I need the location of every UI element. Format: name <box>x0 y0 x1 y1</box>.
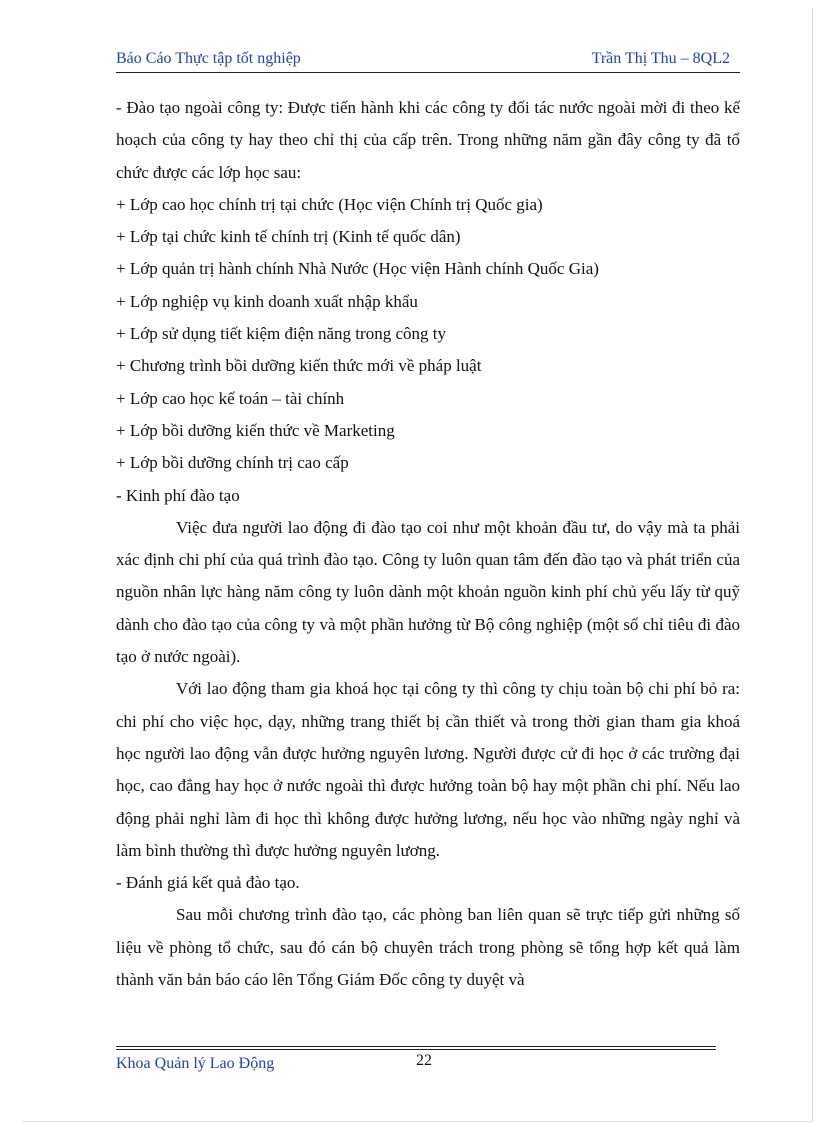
course-item: + Lớp cao học kế toán – tài chính <box>116 388 345 408</box>
funding-paragraph-1: Việc đưa người lao động đi đào tạo coi như một khoản đầu tư, do vậy mà ta phải xác định chi phí của quá trình đào tạo. Công ty luôn quan tâm đến đào tạo và phát triển của nguồn nhân lực hàng năm công ty luôn dành một khoản nguồn kinh phí chủ yếu lấy từ quỹ dành cho đào tạo của công ty và một phần hưởng từ Bộ công nghiệp (một số chỉ tiêu đi đào tạo ở nước ngoài). <box>116 517 740 667</box>
course-item: + Lớp sử dụng tiết kiệm điện năng trong công ty <box>116 324 446 344</box>
funding-heading: - Kinh phí đào tạo <box>116 485 240 505</box>
course-item: + Lớp bồi dưỡng chính trị cao cấp <box>116 453 349 473</box>
footer-department: Khoa Quản lý Lao Động <box>116 1055 275 1072</box>
header-author: Trần Thị Thu – 8QL2 <box>591 50 730 67</box>
course-item: + Lớp tại chức kinh tế chính trị (Kinh tế quốc dân) <box>116 227 461 247</box>
intro-paragraph: - Đào tạo ngoài công ty: Được tiến hành khi các công ty đối tác nước ngoài mời đi theo kế hoạch của công ty hay theo chỉ thị của cấp trên. Trong những năm gần đây công ty đã tổ chức được các lớp học sau: <box>116 98 740 182</box>
page-header <box>116 50 740 73</box>
footer-divider-top <box>116 1046 716 1047</box>
course-item: + Lớp nghiệp vụ kinh doanh xuất nhập khẩu <box>116 291 418 311</box>
page-number: 22 <box>416 1052 432 1069</box>
course-item: + Chương trình bồi dưỡng kiến thức mới về pháp luật <box>116 356 482 376</box>
footer-divider-bottom <box>116 1049 716 1050</box>
course-item: + Lớp cao học chính trị tại chức (Học viện Chính trị Quốc gia) <box>116 194 543 214</box>
document-body <box>116 92 740 996</box>
funding-paragraph-2: Với lao động tham gia khoá học tại công ty thì công ty chịu toàn bộ chi phí bỏ ra: chi phí cho việc học, dạy, những trang thiết bị cần thiết và trong thời gian tham gia khoá học người lao động vẫn được hưởng nguyên lương. Người được cử đi học ở các trường đại học, cao đẳng hay học ở nước ngoài thì được hưởng toàn bộ hay một phần chi phí. Nếu lao động phải nghỉ làm đi học thì không được hưởng lương, nếu học vào những ngày nghỉ và làm bình thường thì được hưởng nguyên lương. <box>116 679 740 860</box>
course-item: + Lớp bồi dưỡng kiến thức về Marketing <box>116 420 395 440</box>
course-item: + Lớp quản trị hành chính Nhà Nước (Học viện Hành chính Quốc Gia) <box>116 259 599 279</box>
header-title: Báo Cáo Thực tập tốt nghiệp <box>116 50 301 67</box>
evaluation-paragraph: Sau mỗi chương trình đào tạo, các phòng ban liên quan sẽ trực tiếp gửi những số liệu về phòng tổ chức, sau đó cán bộ chuyên trách trong phòng sẽ tổng hợp kết quả làm thành văn bản báo cáo lên Tổng Giám Đốc công ty duyệt và <box>116 905 740 990</box>
evaluation-heading: - Đánh giá kết quả đào tạo. <box>116 873 300 893</box>
